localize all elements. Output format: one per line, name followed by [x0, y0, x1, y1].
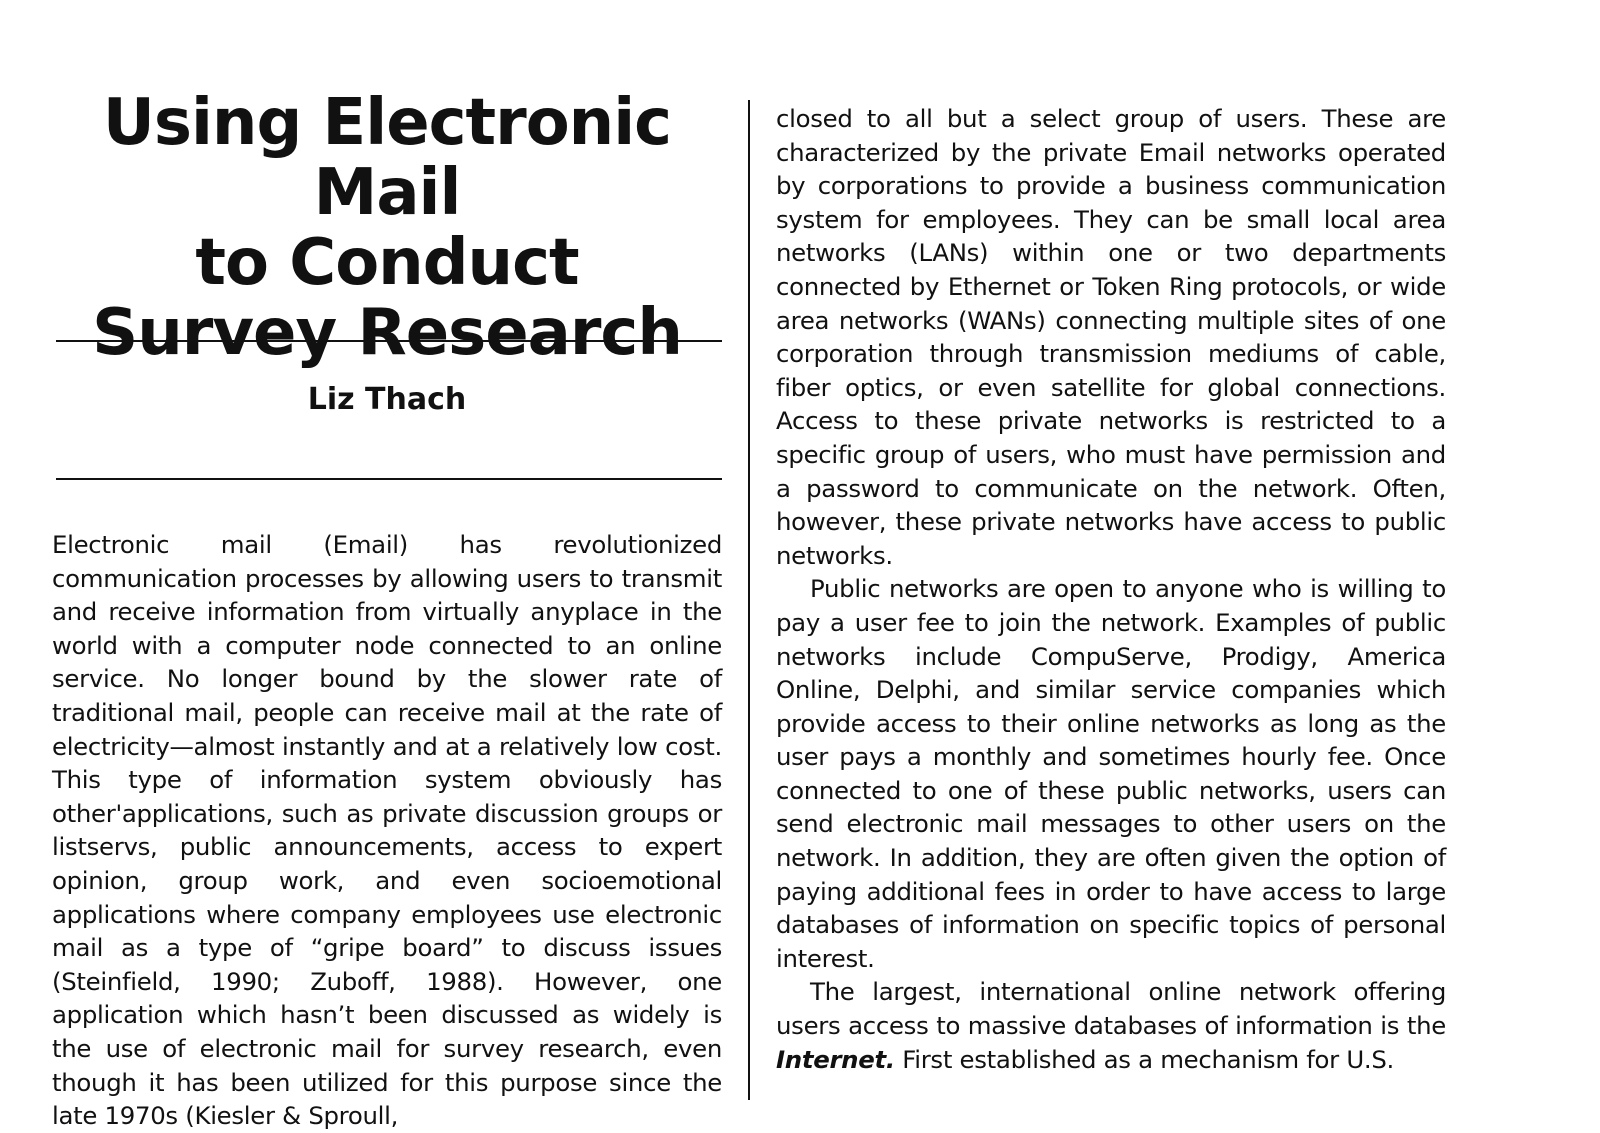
title-rule-bottom [56, 478, 722, 480]
paragraph: Public networks are open to anyone who is willing to pay a user fee to join the network. Examples of public networks include CompuServe, Prodigy, America Online, Delphi, and similar service companies which provide access to their online networks as long as the user pays a monthly and sometimes hourly fee. Once connected to one of these public networks, users can send electronic mail messages to other users on the network. In addition, they are often given the option of paying additional fees in order to have access to large databases of information on specific topics of personal interest. [776, 574, 1446, 973]
author-name: Liz Thach [307, 382, 467, 417]
left-column [52, 86, 722, 1131]
article-title [52, 88, 722, 368]
paragraph-text: First established as a mechanism for U.S. [902, 1044, 1394, 1074]
internet-term: Internet. [776, 1044, 895, 1074]
title-line-1: Using Electronic Mail [102, 86, 672, 230]
paragraph [776, 975, 1446, 1076]
paragraph: closed to all but a select group of users. These are characterized by the private Email networks operated by corporations to provide a business communication system for employees. They can be small local area networks (LANs) within one or two departments connected by Ethernet or Token Ring protocols, or wide area networks (WANs) connecting multiple sites of one corporation through transmission mediums of cable, fiber optics, or even satellite for global connections. Access to these private networks is restricted to a specific group of users, who must have permission and a password to communicate on the network. Often, however, these private networks have access to public networks. [776, 104, 1446, 570]
left-body [52, 528, 722, 1133]
paragraph-text: The largest, international online network offering users access to massive databases of information is the [776, 977, 1446, 1041]
title-line-2: to Conduct [195, 226, 579, 300]
title-rule-top [56, 340, 722, 342]
paragraph: Electronic mail (Email) has revolutionized communication processes by allowing users to transmit and receive information from virtually anyplace in the world with a computer node connected to an online service. No longer bound by the slower rate of traditional mail, people can receive mail at the rate of electricity—almost instantly and at a relatively low cost. This type of information system obviously has other'applications, such as private discussion groups or listservs, public announcements, access to expert opinion, group work, and even socioemotional applications where company employees use electronic mail as a type of “gripe board” to discuss issues (Steinfield, 1990; Zuboff, 1988). However, one application which hasn’t been discussed as widely is the use of electronic mail for survey research, even though it has been utilized for this purpose since the late 1970s (Kiesler & Sproull, [52, 530, 722, 1131]
right-column [776, 102, 1446, 1076]
column-divider [748, 100, 750, 1100]
title-line-3: Survey Research [92, 296, 682, 370]
